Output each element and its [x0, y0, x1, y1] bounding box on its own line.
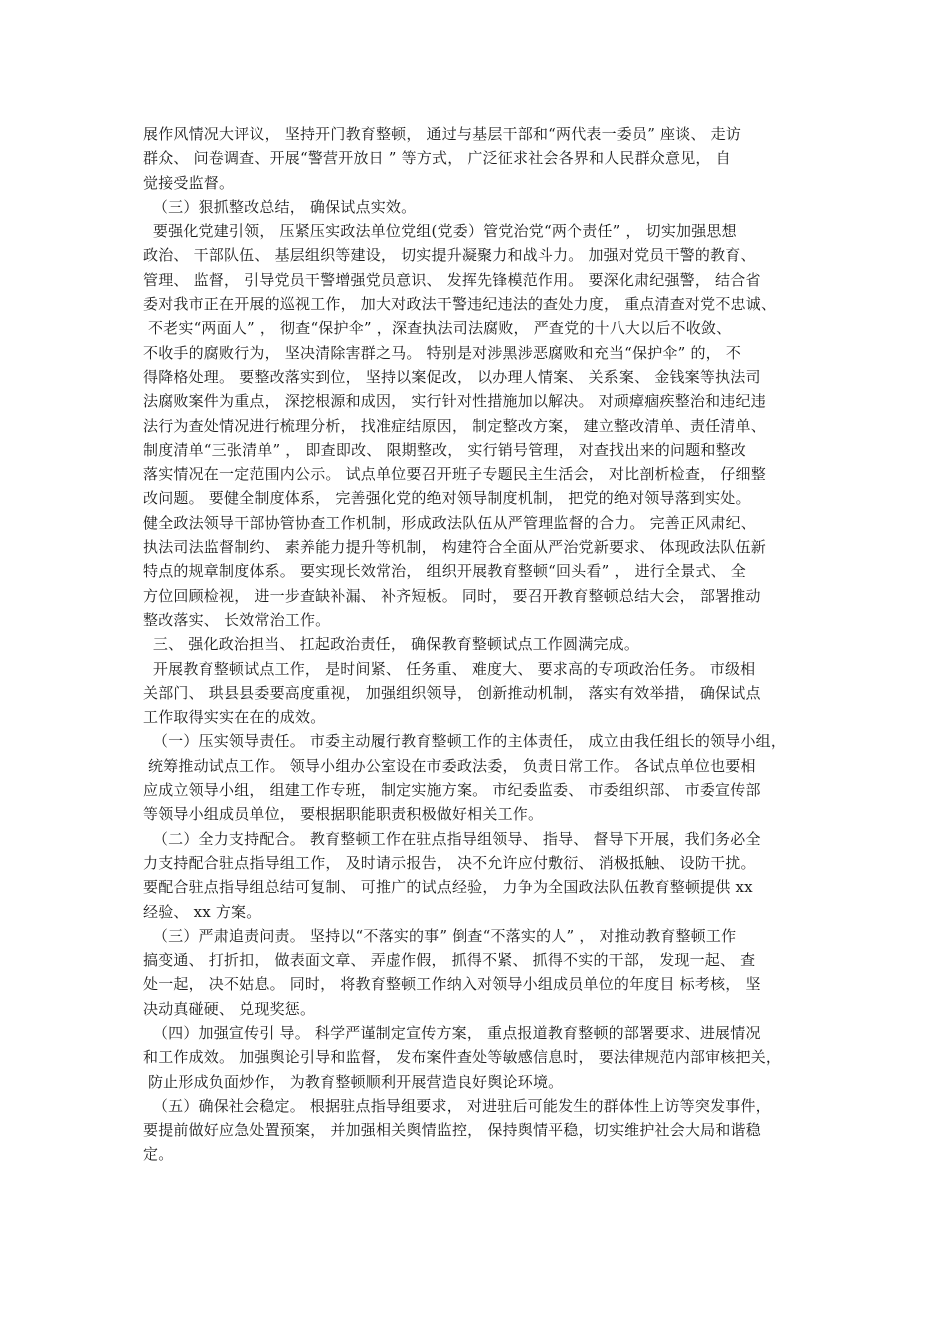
text-line: 搞变通、 打折扣， 做表面文章、 弄虚作假， 抓得不紧、 抓得不实的干部， 发现一起、 查 — [143, 951, 756, 970]
text-line: 整改落实、 长效常治工作。 — [143, 610, 331, 629]
text-line: 三、 强化政治担当、 扛起政治责任， 确保教育整顿试点工作圆满完成。 — [143, 635, 640, 654]
text-line: 要配合驻点指导组总结可复制、 可推广的试点经验， 力争为全国政法队伍教育整顿提供 xx — [143, 878, 753, 897]
text-line: 法行为查处情况进行梳理分析， 找准症结原因， 制定整改方案， 建立整改清单、责任清单、 — [143, 416, 766, 435]
text-line: 展作风情况大评议， 坚持开门教育整顿， 通过与基层干部和“两代表一委员” 座谈、 走访 — [143, 125, 742, 143]
text-line: 不收手的腐败行为， 坚决清除害群之马。 特别是对涉黑涉恶腐败和充当“保护伞” 的， 不 — [143, 343, 742, 362]
text-line: 工作取得实实在在的成效。 — [143, 708, 326, 727]
text-line: 特点的规章制度体系。 要实现长效常治， 组织开展教育整顿“回头看” ， 进行全景式、 全 — [143, 562, 746, 581]
text-line: 处一起， 决不姑息。 同时， 将教育整顿工作纳入对领导小组成员单位的年度目 标考核， 坚 — [143, 975, 761, 994]
text-line: 觉接受监督。 — [143, 173, 235, 192]
text-line: 法腐败案件为重点， 深挖根源和成因， 实行针对性措施加以解决。 对顽瘴痼疾整治和违纪违 — [143, 392, 766, 411]
text-line: 开展教育整顿试点工作， 是时间紧、 任务重、 难度大、 要求高的专项政治任务。 市级相 — [143, 659, 756, 678]
text-line: 委对我市正在开展的巡视工作， 加大对政法干警违纪违法的查处力度， 重点清查对党不忠诚、 — [143, 295, 777, 314]
text-line: 关部门、 珙县县委要高度重视， 加强组织领导， 创新推动机制， 落实有效举措， 确保试点 — [143, 683, 761, 702]
text-line: 落实情况在一定范围内公示。 试点单位要召开班子专题民主生活会， 对比剖析检查， 仔细整 — [143, 465, 766, 484]
text-line: 经验、 xx 方案。 — [143, 902, 262, 921]
text-line: 统筹推动试点工作。 领导小组办公室设在市委政法委， 负责日常工作。 各试点单位也要相 — [143, 756, 756, 775]
text-line: 防止形成负面炒作， 为教育整顿顺利开展营造良好舆论环境。 — [143, 1072, 564, 1091]
text-line: （二）全力支持配合。 教育整顿工作在驻点指导组领导、 指导、 督导下开展，我们务必全 — [143, 829, 761, 848]
text-line: 要提前做好应急处置预案， 并加强相关舆情监控， 保持舆情平稳，切实维护社会大局和谐稳 — [143, 1121, 761, 1140]
text-line: 管理、 监督， 引导党员干警增强党员意识、 发挥先锋模范作用。 要深化肃纪强警， 结合省 — [143, 270, 761, 289]
text-line: （三）狠抓整改总结， 确保试点实效。 — [143, 197, 417, 216]
text-line: 不老实“两面人” ， 彻查“保护伞” ，深查执法司法腐败， 严查党的十八大以后不收敛、 — [143, 319, 732, 338]
text-line: 政治、 干部队伍、 基层组织等建设， 切实提升凝聚力和战斗力。 加强对党员干警的教育、 — [143, 246, 756, 265]
text-line: 决动真碰硬、 兑现奖惩。 — [143, 999, 316, 1018]
text-line: 群众、 问卷调查、开展“警营开放日 ” 等方式， 广泛征求社会各界和人民群众意见， 自 — [143, 149, 731, 168]
text-line: 等领导小组成员单位， 要根据职能职责积极做好相关工作。 — [143, 805, 544, 824]
text-line: 得降格处理。 要整改落实到位， 坚持以案促改， 以办理人情案、 关系案、 金钱案等执法司 — [143, 367, 761, 386]
text-line: （四）加强宣传引 导。 科学严谨制定宣传方案， 重点报道教育整顿的部署要求、进展情况 — [143, 1023, 761, 1042]
text-line: （三）严肃追责问责。 坚持以“不落实的事” 倒查“不落实的人” ， 对推动教育整顿工作 — [143, 926, 737, 945]
text-line: 力支持配合驻点指导组工作， 及时请示报告， 决不允许应付敷衍、 消极抵触、 设防干扰。 — [143, 853, 756, 872]
text-line: 定。 — [143, 1145, 174, 1164]
text-line: 改问题。 要健全制度体系， 完善强化党的绝对领导制度机制， 把党的绝对领导落到实处。 — [143, 489, 751, 508]
text-line: 应成立领导小组， 组建工作专班， 制定实施方案。 市纪委监委、 市委组织部、 市委宣传部 — [143, 781, 761, 800]
text-line: 要强化党建引领， 压紧压实政法单位党组(党委）管党治党“两个责任” ， 切实加强思想 — [143, 222, 737, 241]
text-line: 执法司法监督制约、 素养能力提升等机制， 构建符合全面从严治党新要求、 体现政法队伍新 — [143, 538, 766, 557]
document-body — [143, 122, 815, 1167]
text-line: 制度清单“三张清单” ， 即查即改、 限期整改， 实行销号管理， 对查找出来的问题和整改 — [143, 440, 746, 459]
text-line: （五）确保社会稳定。 根据驻点指导组要求， 对进驻后可能发生的群体性上访等突发事件， — [143, 1096, 771, 1115]
text-line: 和工作成效。 加强舆论引导和监督， 发布案件查处等敏感信息时， 要法律规范内部审核把关， — [143, 1048, 782, 1067]
text-line: 方位回顾检视， 进一步查缺补漏、 补齐短板。 同时， 要召开教育整顿总结大会， 部署推动 — [143, 586, 761, 605]
text-line: （一）压实领导责任。 市委主动履行教育整顿工作的主体责任， 成立由我任组长的领导小组， — [143, 732, 787, 751]
text-line: 健全政法领导干部协管协查工作机制，形成政法队伍从严管理监督的合力。 完善正风肃纪、 — [143, 513, 756, 532]
